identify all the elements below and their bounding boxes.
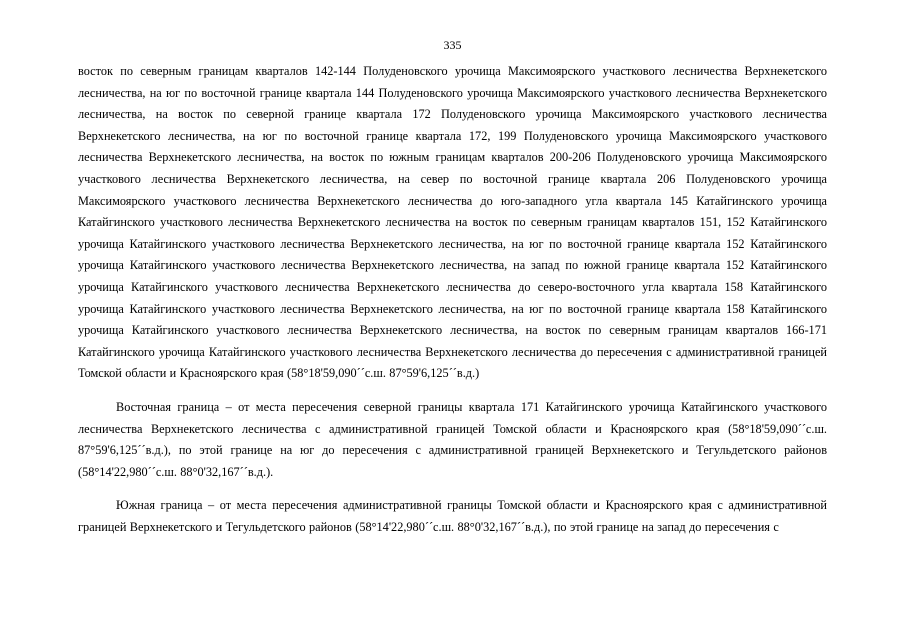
page-number: 335 [443, 38, 462, 52]
document-body [78, 61, 827, 538]
paragraph-southern-boundary: Южная граница – от места пересечения административной границы Томской области и Красноярского края с административной границей Верхнекетского и Тегульдетского районов (58°14'22,980´´с.ш. 88°0'32,167´´в.д.), по этой границе на запад до пересечения с [78, 498, 827, 534]
paragraph-eastern-boundary: Восточная граница – от места пересечения северной границы квартала 171 Катайгинского урочища Катайгинского участкового лесничества Верхнекетского лесничества с административной границей Томской области и Красноярского края (58°18'59,090´´с.ш. 87°59'6,125´´в.д.), по этой границе на юг до пересечения с административной границей Верхнекетского и Тегульдетского районов (58°14'22,980´´с.ш. 88°0'32,167´´в.д.). [78, 399, 827, 479]
paragraph-continuation: восток по северным границам кварталов 142-144 Полуденовского урочища Максимоярского участкового лесничества Верхнекетского лесничества, на юг по восточной границе квартала 144 Полуденовского урочища Максимоярского участкового лесничества Верхнекетского лесничества, на восток по северной границе квартала 172 Полуденовского урочища Максимоярского участкового лесничества Верхнекетского лесничества, на юг по восточной границе квартала 172, 199 Полуденовского урочища Максимоярского участкового лесничества Верхнекетского лесничества, на восток по южным границам кварталов 200-206 Полуденовского урочища Максимоярского участкового лесничества Верхнекетского лесничества, на север по восточной границе квартала 206 Полуденовского урочища Максимоярского участкового лесничества Верхнекетского лесничества до юго-западного угла квартала 145 Катайгинского урочища Катайгинского участкового лесничества Верхнекетского лесничества на восток по северным границам кварталов 151, 152 Катайгинского урочища Катайгинского участкового лесничества Верхнекетского лесничества, на юг по восточной границе квартала 152 Катайгинского урочища Катайгинского участкового лесничества Верхнекетского лесничества, на запад по южной границе квартала 152 Катайгинского урочища Катайгинского участкового лесничества Верхнекетского лесничества до северо-восточного угла квартала 158 Катайгинского урочища Катайгинского участкового лесничества Верхнекетского лесничества, на юг по восточной границе квартала 158 Катайгинского урочища Катайгинского участкового лесничества Верхнекетского лесничества, на восток по северным границам кварталов 166-171 Катайгинского урочища Катайгинского участкового лесничества Верхнекетского лесничества до пересечения с административной границей Томской области и Красноярского края (58°18'59,090´´с.ш. 87°59'6,125´´в.д.) [78, 64, 827, 381]
